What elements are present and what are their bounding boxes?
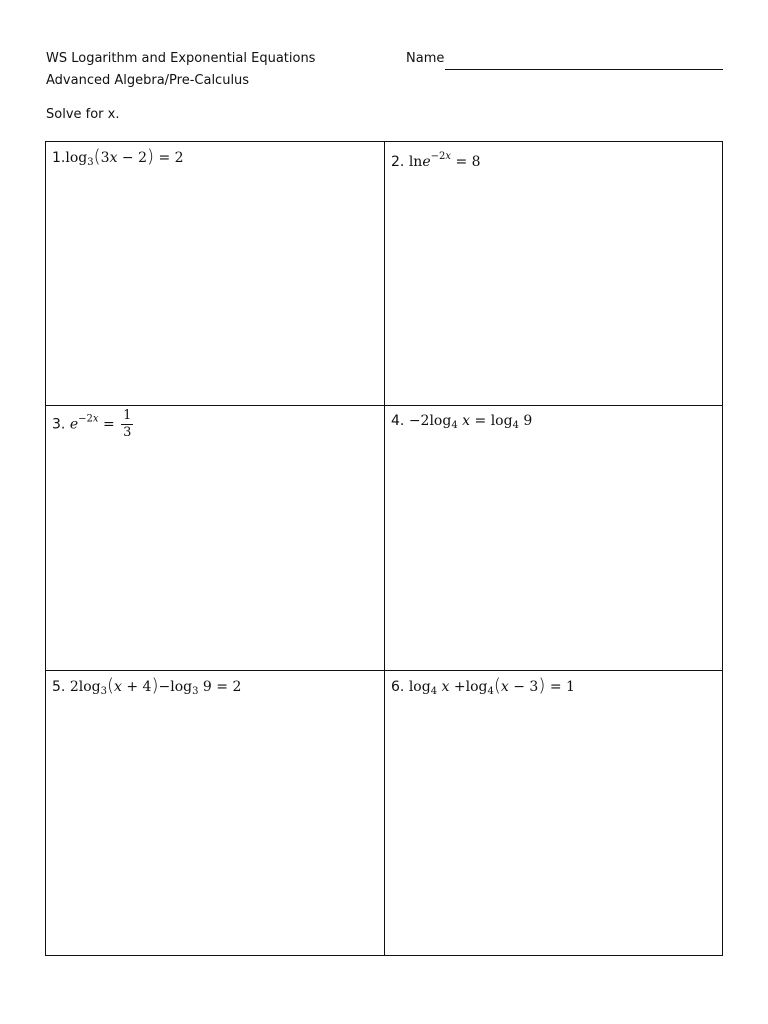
course-name: Advanced Algebra/Pre-Calculus: [46, 73, 250, 88]
problem-box-6[interactable]: [385, 671, 722, 955]
worksheet-title: WS Logarithm and Exponential Equations: [46, 51, 316, 66]
name-blank-line[interactable]: [445, 55, 723, 70]
problem-number: 1.: [52, 150, 66, 166]
worksheet-header: [46, 48, 315, 92]
problem-number: 5.: [52, 679, 66, 695]
name-label: Name: [406, 51, 445, 66]
instructions: Solve for x.: [46, 107, 120, 122]
problem-number: 4.: [391, 413, 405, 429]
problem-grid: [45, 141, 723, 956]
problem-4: 4. $-2\log_4$ $x = \log_4 9$: [391, 413, 533, 431]
problem-1: $1.\log_3(3x - 2) = 2$: [52, 146, 184, 168]
problem-box-2[interactable]: [385, 142, 722, 406]
problem-box-4[interactable]: [385, 406, 722, 671]
fraction-one-third: $\frac{1}{3}$: [123, 408, 132, 440]
problem-6: 6. $\log_4 x +\log_4(x - 3) = 1$: [391, 675, 575, 697]
problem-number: 3.: [52, 416, 66, 433]
problem-3: 3. $e^{-2x}$ = $\frac{1}{3}$: [52, 408, 132, 440]
problem-box-3[interactable]: [46, 406, 385, 671]
name-field[interactable]: [406, 48, 723, 70]
problem-2: 2. lne$^{-2x}$ = 8: [391, 151, 481, 170]
problem-number: 2.: [391, 154, 405, 170]
problem-box-1[interactable]: [46, 142, 385, 406]
problem-5: 5. $2\log_3(x + 4)-\log_3$ 9 = 2: [52, 675, 242, 697]
problem-number: 6.: [391, 679, 405, 695]
problem-box-5[interactable]: [46, 671, 385, 955]
